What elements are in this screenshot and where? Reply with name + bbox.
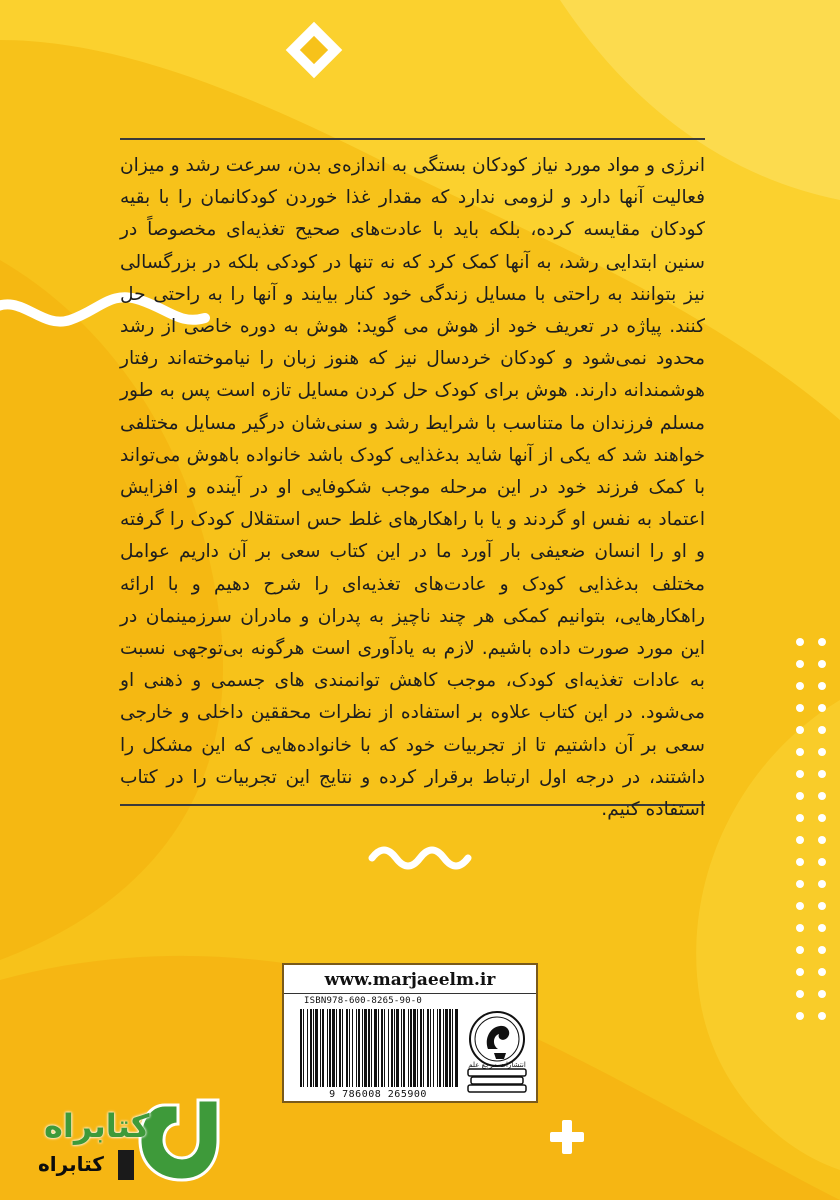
ketabrah-watermark-bottom: کتابراه xyxy=(38,1152,104,1176)
barcode-icon xyxy=(298,1009,458,1089)
synopsis-block xyxy=(120,138,705,821)
publisher-website[interactable]: www.marjaeelm.ir xyxy=(284,967,536,994)
barcode-card xyxy=(282,963,538,1103)
synopsis-text: انرژی و مواد مورد نیاز کودکان بستگی به اندازه‌ی بدن، سرعت رشد و میزان فعالیت آنها دارد و لزومی ندارد که مقدار غذا خوردن کودکانمان را با بقیه کودکان مقایسه کرده، بلکه باید با عادت‌های صحیح تغذیه‌ای مخصوصاً در سنین ابتدایی رشد، به آنها کمک کرد که نه تنها در کودکی بلکه در بزرگسالی نیز بتوانند به راحتی با مسایل زندگی خود کنار بیایند و آنها را به راحتی حل کنند. پیاژه در تعریف خود از هوش می گوید: هوش به دوره خاصی از رشد محدود نمی‌شود و کودکان خردسال نیز که هنوز زبان را نیاموخته‌اند رفتار هوشمندانه دارند. هوش برای کودک حل کردن مسایل تازه است پس به طور مسلم فرزندان ما متناسب با شرایط رشد و سنی‌شان درگیر مسایل مختلفی خواهند شد که یکی از آنها شاید بدغذایی کودک باشد خانواده باهوش می‌تواند با کمک فرزند خود در این مرحله موجب شکوفایی او در آینده و افزایش اعتماد به نفس او گردند و یا با راهکارهای غلط حس استقلال کودک را گرفته و او را انسان ضعیفی بار آورد ما در این کتاب سعی بر آن داریم عوامل مختلف بدغذایی کودک و عادت‌های تغذیه‌ای را شرح دهیم و با ارائه راهکارهایی، بتوانیم کمکی هر چند ناچیز به پدران و مادران سرزمینمان در این مورد صورت داده باشیم. لازم به یادآوری است هرگونه بی‌توجهی نسبت به عادات تغذیه‌ای کودک، موجب کاهش توانمندی های جسمی و ذهنی او می‌شود. در این کتاب علاوه بر استفاده از نظرات محققین داخلی و خارجی سعی بر آن داشتیم تا از تجربیات خود که با خانواده‌هایی که این مشکل را داشتند، در درجه اول ارتباط برقرار کرده و نتایج این تجربیات را در کتاب استفاده کنیم. xyxy=(120,155,705,821)
publisher-logo-icon xyxy=(462,1009,532,1099)
barcode-digits: 9 786008 265900 xyxy=(329,1089,427,1100)
publisher-caption: انتشارات مرجع علم xyxy=(468,1061,526,1069)
isbn-label: ISBN978-600-8265-90-0 xyxy=(304,996,422,1006)
ketabrah-watermark-top: کتابراه xyxy=(44,1107,150,1145)
